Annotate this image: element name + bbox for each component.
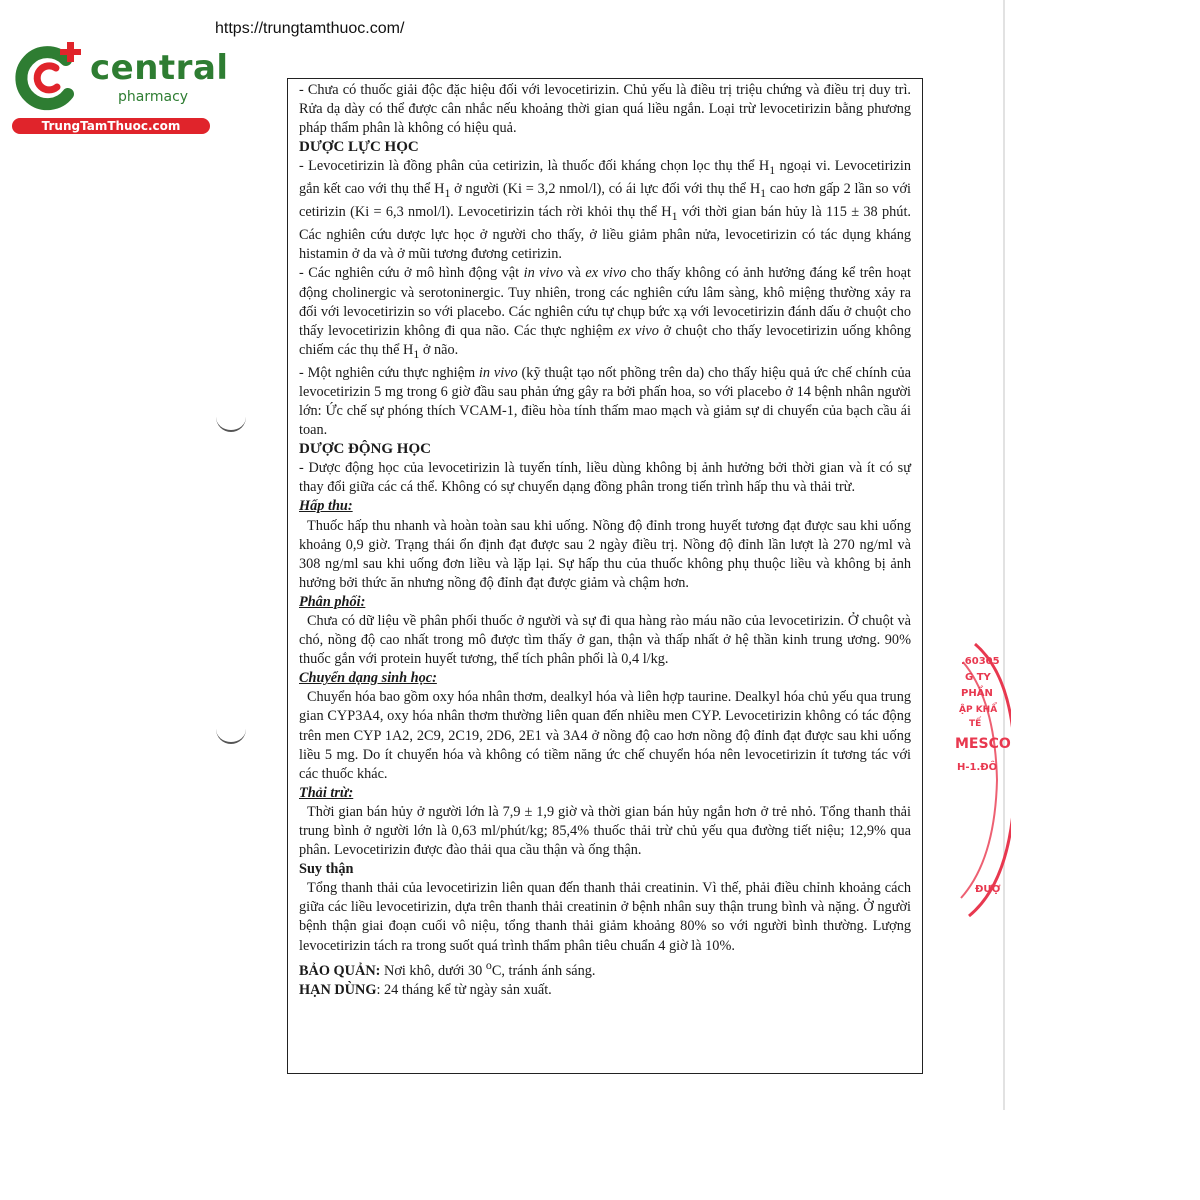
elimination-heading: Thải trừ: [299, 784, 354, 801]
logo-subtitle: pharmacy [118, 89, 189, 105]
central-pharmacy-logo [12, 38, 229, 138]
distribution-text: Chưa có dữ liệu về phân phối thuốc ở người và sự đi qua hàng rào máu não của levocetirizin. Ở chuột và chó, nồng độ cao nhất trong mô được tìm thấy ở gan, thận và thấp nhất ở hệ thần kinh trung ương. 90% thuốc gắn với protein huyết tương, thể tích phân phối là 0,4 l/kg. [299, 612, 911, 668]
distribution-heading: Phân phối: [299, 593, 366, 610]
pharmacodynamics-paragraph-2: - Các nghiên cứu ở mô hình động vật in vivo và ex vivo cho thấy không có ảnh hưởng đáng kể trên hoạt động cholinergic và serotoninergic. Tuy nhiên, trong các nghiên cứu lâm sàng, khô miệng thường xảy ra đối với levocetirizin so với placebo. Các nghiên cứu tự chụp bức xạ với levocetirizin đánh dấu ở chuột cho thấy levocetirizin không đi qua não. Các thực nghiệm ex vivo ở chuột cho thấy levocetirizin uống không chiếm các thụ thể $H_1$ ở não. [299, 265, 912, 361]
pharmacokinetics-intro: - Dược động học của levocetirizin là tuyến tính, liều dùng không bị ảnh hưởng bởi thời gian và ít có sự thay đổi giữa các cá thể. Không có sự chuyển dạng đồng phân trong tiến trình hấp thu và thải trừ. [299, 460, 911, 496]
pharmacokinetics-heading: DƯỢC ĐỘNG HỌC [299, 441, 431, 458]
page-edge [1003, 0, 1005, 1110]
metabolism-heading: Chuyển dạng sinh học: [299, 670, 437, 687]
stamp-seal [955, 640, 1011, 920]
logo-domain-bar: TrungTamThuoc.com [12, 118, 210, 134]
renal-impairment-heading: Suy thận [299, 861, 354, 878]
pharmacodynamics-paragraph-1: - Levocetirizin là đồng phân của cetirizin, là thuốc đối kháng chọn lọc thụ thể $H_1$ ngoại vi. Levocetirizin gắn kết cao với thụ thể $H_1$ ở người (Ki = 3,2 nmol/l), có ái lực đối với thụ thể $H_1$ cao hơn gấp 2 lần so với cetirizin (Ki = 6,3 nmol/l). Levocetirizin tách rời khỏi thụ thể $H_1$ với thời gian bán hủy là 115 ± 38 phút. Các nghiên cứu dược lực học ở người cho thấy, ở liều giảm phân nửa, levocetirizin có tác dụng kháng histamin ở da và ở mũi tương đương cetirizin. [299, 158, 912, 263]
stamp-text-2: G TY [965, 672, 991, 683]
stamp-text-4: ẬP KHẨ [959, 705, 998, 715]
elimination-text: Thời gian bán hủy ở người lớn là 7,9 ± 1,9 giờ và thời gian bán hủy ngắn hơn ở trẻ nhỏ. Tổng thanh thải trung bình ở người lớn là 0,63 ml/phút/kg; 85,4% thuốc thải trừ chủ yếu qua đường tiết niệu; 12,9% qua phân. Levocetirizin được đào thải qua cầu thận và ống thận. [299, 803, 911, 859]
pharmacy-cross-icon [12, 38, 90, 118]
source-url[interactable]: https://trungtamthuoc.com/ [215, 20, 405, 37]
storage-line: BẢO QUẢN: Nơi khô, dưới 30 $^o$C, tránh ánh sáng. [299, 957, 596, 979]
binder-hole-top [216, 410, 246, 432]
metabolism-text: Chuyển hóa bao gồm oxy hóa nhân thơm, dealkyl hóa và liên hợp taurine. Dealkyl hóa chủ yếu qua trung gian CYP3A4, oxy hóa nhân thơm thường liên quan đến nhiều men CYP. Levocetirizin không có tác động trên men CYP 1A2, 2C9, 2C19, 2D6, 2E1 và 3A4 ở nồng độ cao hơn nồng độ đỉnh đạt được sau khi uống liều 5 mg. Do ít chuyển hóa và không có tiềm năng ức chế chuyển hóa nên levocetirizin ít tương tác với các thuốc khác. [299, 689, 911, 782]
overdose-treatment: - Chưa có thuốc giải độc đặc hiệu đối với levocetirizin. Chủ yếu là điều trị triệu chứng và điều trị duy trì. Rửa dạ dày có thể được cân nhắc nếu khoảng thời gian quá liều ngắn. Loại trừ levocetirizin bằng phương pháp thẩm phân là không có hiệu quả. [299, 82, 911, 137]
pharmacodynamics-heading: DƯỢC LỰC HỌC [299, 139, 419, 156]
logo-wordmark: central [90, 48, 229, 88]
company-stamp [955, 640, 1011, 920]
stamp-text-7: H-1.ĐÔ [957, 762, 998, 773]
expiry-line: HẠN DÙNG: 24 tháng kể từ ngày sản xuất. [299, 981, 552, 998]
stamp-text-3: PHẦN [961, 688, 993, 699]
absorption-text: Thuốc hấp thu nhanh và hoàn toàn sau khi uống. Nồng độ đỉnh trong huyết tương đạt được sau khi uống khoảng 0,9 giờ. Trạng thái ổn định đạt được sau 2 ngày điều trị. Nồng độ đỉnh lần lượt là 270 ng/ml và 308 ng/ml sau khi uống đơn liều và lặp lại. Sự hấp thu của thuốc không phụ thuộc liều và không bị ảnh hưởng bởi thức ăn nhưng nồng độ đỉnh đạt được giảm và chậm hơn. [299, 517, 911, 591]
stamp-text-6: MESCO [955, 736, 1011, 752]
stamp-text-1: .60305 [961, 656, 1000, 667]
binder-hole-bottom [216, 722, 246, 744]
pharmacodynamics-paragraph-3: - Một nghiên cứu thực nghiệm in vivo (kỹ thuật tạo nốt phồng trên da) cho thấy hiệu quả ức chế chính của levocetirizin 5 mg trong 6 giờ đầu sau phản ứng gây ra bởi phấn hoa, so với placebo ở 14 bệnh nhân người lớn: Ức chế sự phóng thích VCAM-1, điều hòa tính thấm mao mạch và giảm sự di chuyển của bạch cầu ái toan. [299, 364, 911, 439]
document-box [287, 78, 923, 1074]
stamp-text-5: TẾ [969, 719, 982, 729]
stamp-text-8: ĐƯỢ [975, 884, 1001, 895]
absorption-heading: Hấp thu: [299, 498, 353, 515]
renal-impairment-text: Tổng thanh thải của levocetirizin liên quan đến thanh thải creatinin. Vì thế, phải điều chỉnh khoảng cách giữa các liều levocetirizin, dựa trên thanh thải creatinin ở bệnh nhân suy thận trung bình và nặng. Ở người bệnh thận giai đoạn cuối vô niệu, tổng thanh thải giảm khoảng 80% so với người bình thường. Lượng levocetirizin tách ra trong suốt quá trình thẩm phân tiêu chuẩn 4 giờ là 10%. [299, 880, 911, 954]
